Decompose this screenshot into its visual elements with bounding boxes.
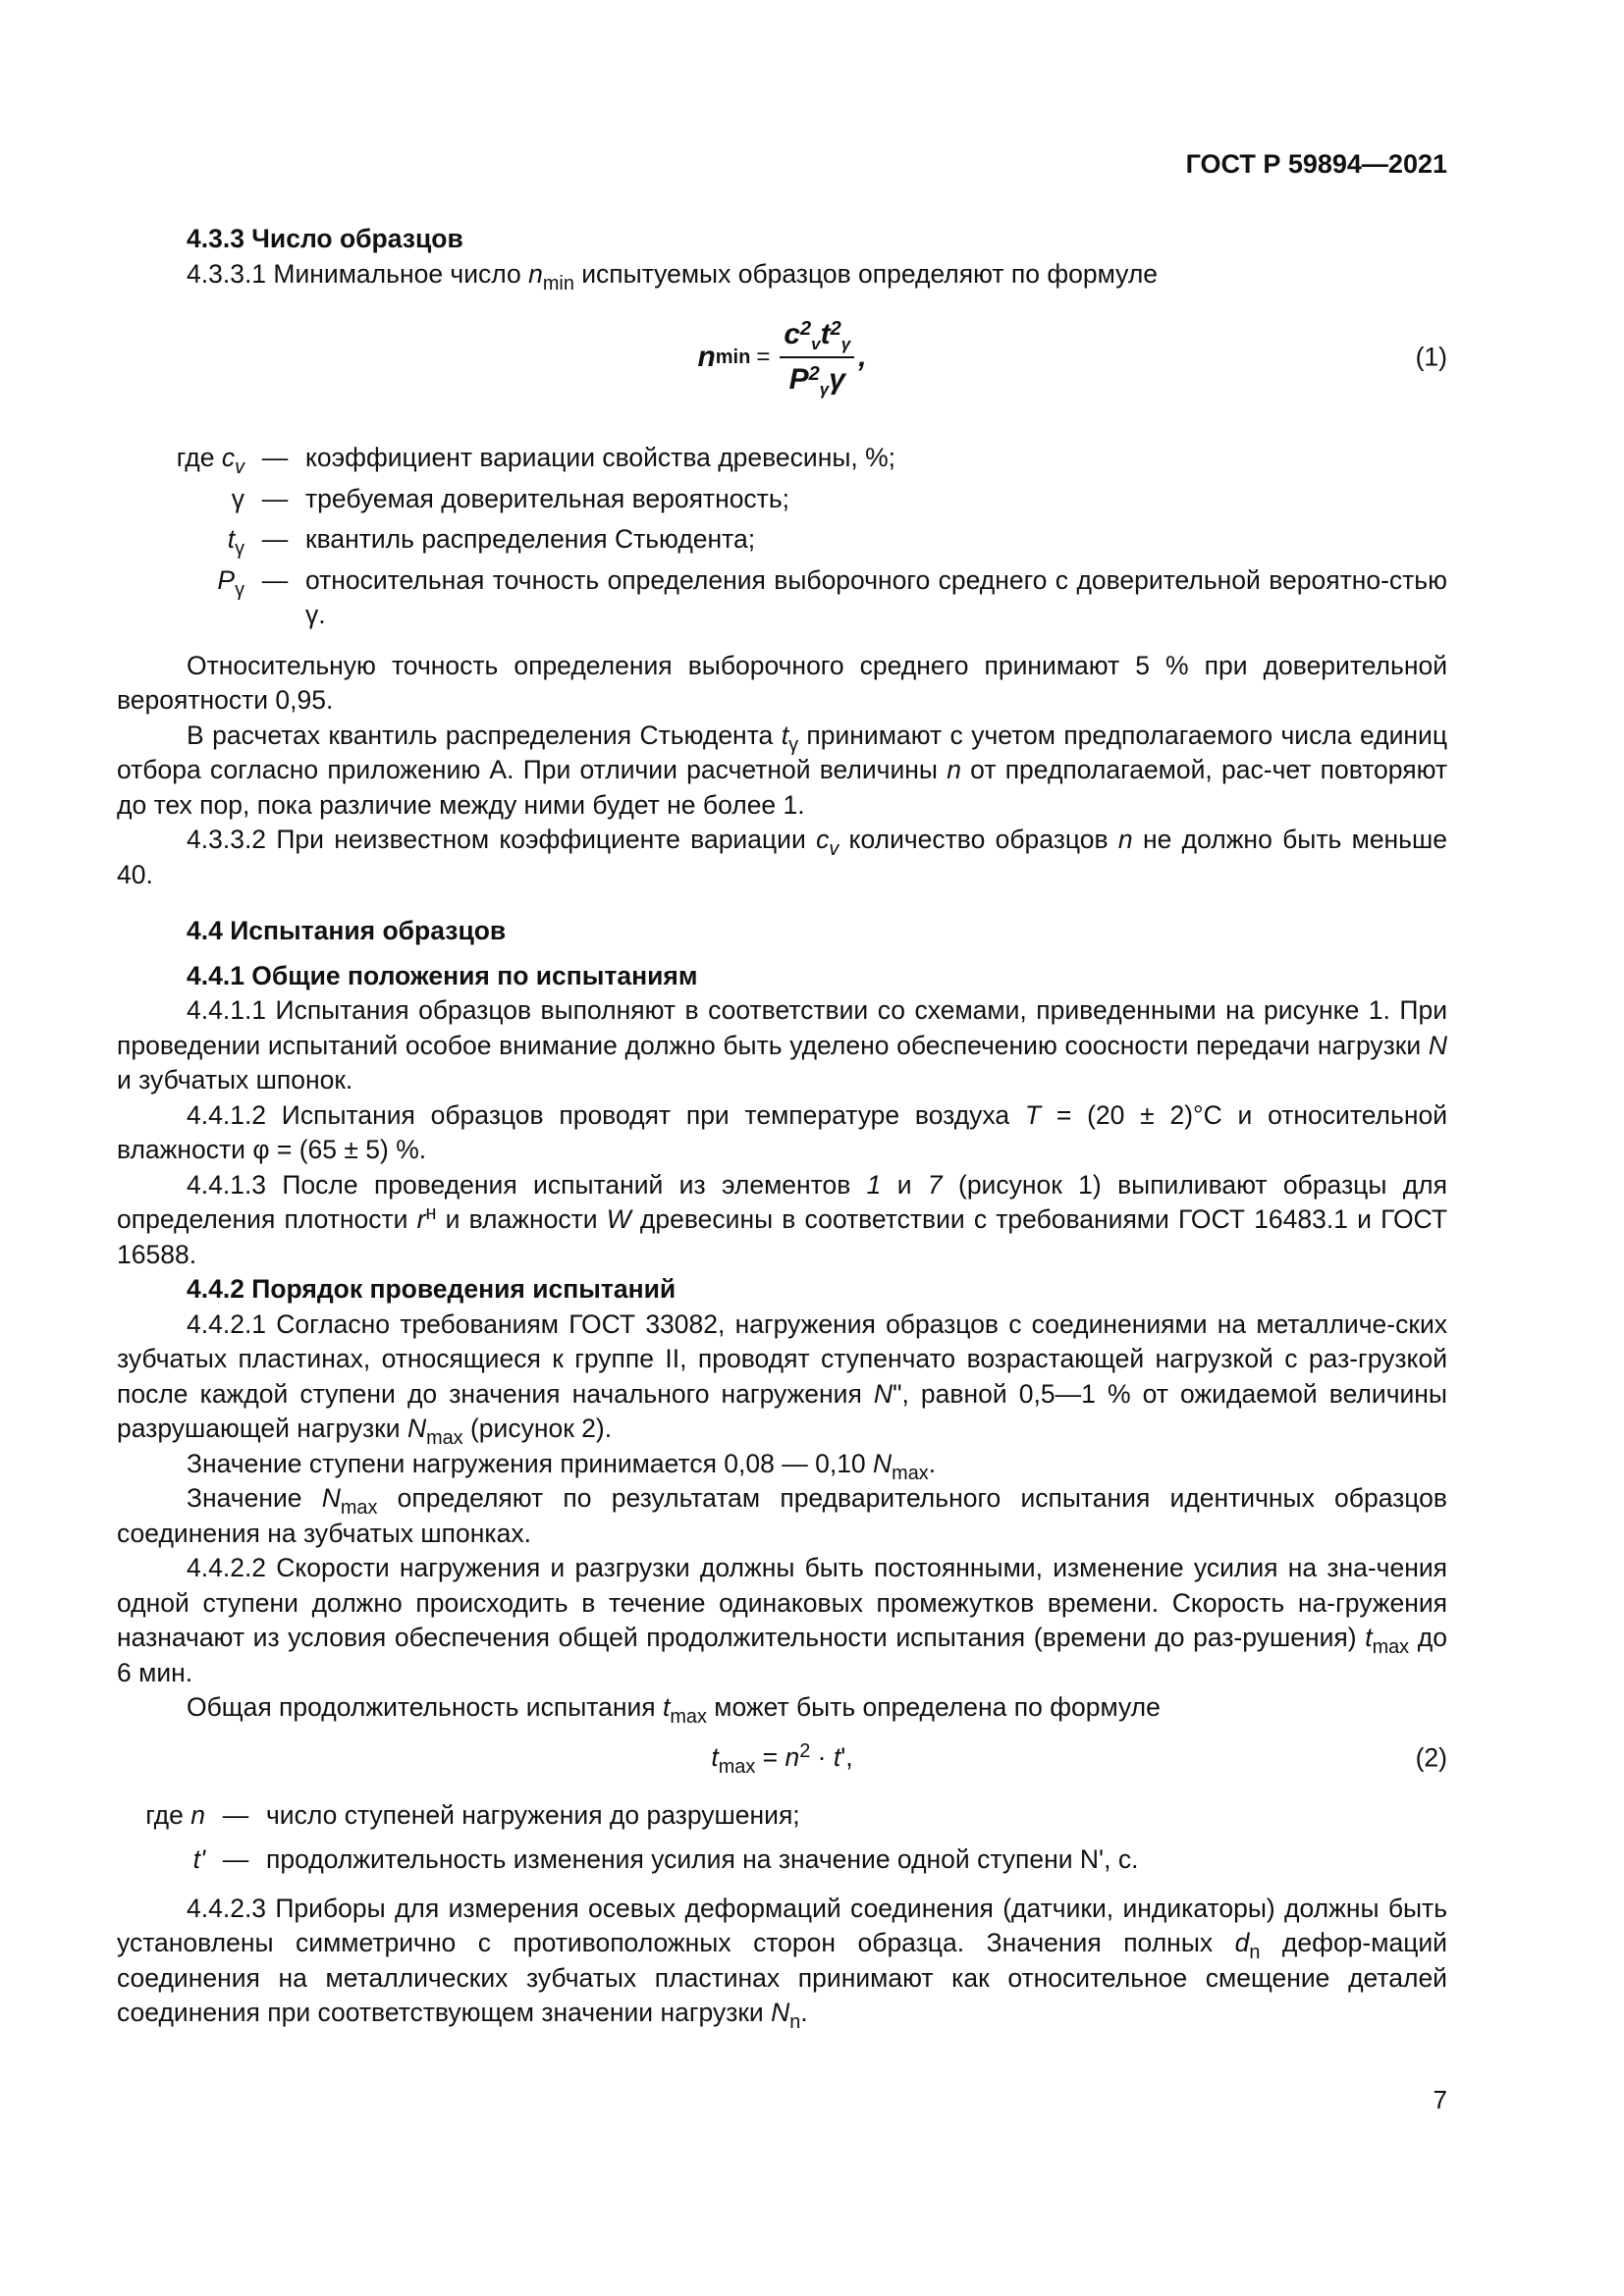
formula-1-expression: n min = $\frac{c^2_vt^2_\gamma}{P^2_\gamma\gamma}$ ,	[697, 315, 866, 400]
paragraph-nmax: Значение $N_{max}$ определяют по результатам предварительного испытания идентичных образцов соединения на зубчатых шпонках.	[117, 1483, 1447, 1548]
page-number: 7	[1433, 2085, 1447, 2114]
formula-1-legend	[117, 441, 1447, 633]
standard-designation: ГОСТ Р 59894—2021	[1185, 149, 1447, 179]
legend-row-n: где n — число ступеней нагружения до разрушения;	[145, 1799, 800, 1830]
formula-2-number: (2)	[1415, 1741, 1447, 1772]
section-heading-4-4: 4.4 Испытания образцов	[187, 916, 507, 945]
formula-2-legend	[117, 1798, 1447, 1878]
legend-row-gamma: γ — требуемая доверительная вероятность;	[231, 483, 789, 513]
paragraph-4-4-2-2: 4.4.2.2 Скорости нагружения и разгрузки должны быть постоянными, изменение усилия на зна-чения одной ступени должно происходить в течение одинаковых промежутков времени. Скорость на-гружения назначают из условия обеспечения общей продолжительности испытания (времени до раз-рушения) $t_{max}$ до 6 мин.	[117, 1553, 1447, 1687]
formula-1-fraction	[780, 315, 854, 400]
paragraph-4-4-1-3: 4.4.1.3 После проведения испытаний из элементов 1 и 7 (рисунок 1) выпиливают образцы для определения плотности $r^н$ и влажности W древесины в соответствии с требованиями ГОСТ 16483.1 и ГОСТ 16588.	[117, 1169, 1448, 1269]
legend-row-tprime: t' — продолжительность изменения усилия на значение одной ступени N', с.	[192, 1844, 1139, 1874]
legend-row-cv: где $c_v$ — коэффициент вариации свойства древесины, %;	[176, 443, 896, 478]
paragraph-4-4-1-1: 4.4.1.1 Испытания образцов выполняют в соответствии со схемами, приведенными на рисунке 1. При проведении испытаний особое внимание должно быть уделено обеспечению соосности передачи нагрузки N и зубчатых шпонок.	[117, 995, 1447, 1095]
paragraph-4-3-3-1: 4.3.3.1 Минимальное число $n_{min}$ испытуемых образцов определяют по формуле	[187, 258, 1159, 294]
formula-1-denominator: $P^2_\gamma\gamma$	[788, 363, 845, 399]
paragraph-4-3-3-2: 4.3.3.2 При неизвестном коэффициенте вариации $c_v$ количество образцов n не должно быть меньше 40.	[117, 825, 1447, 889]
formula-1-number: (1)	[1415, 342, 1447, 372]
paragraph-step-value: Значение ступени нагружения принимается 0,08 — 0,10 $N_{max}$.	[187, 1448, 937, 1484]
paragraph-quantile: В расчетах квантиль распределения Стьюдента $t_\gamma$ принимают с учетом предполагаемого числа единиц отбора согласно приложению А. При отличии расчетной величины n от предполагаемой, рас-чет повторяют до тех пор, пока различие между ними будет не более 1.	[117, 720, 1447, 820]
section-heading-4-3-3: 4.3.3 Число образцов	[187, 224, 463, 253]
formula-2-expression: $t_{max} = n^2 \cdot t'$,	[711, 1739, 853, 1778]
formula-1	[117, 294, 1447, 421]
section-heading-4-4-2: 4.4.2 Порядок проведения испытаний	[187, 1274, 677, 1304]
formula-1-numerator: $c^2_vt^2_\gamma$	[780, 315, 854, 358]
legend-row-p: $P_\gamma$ — относительная точность определения выборочного среднего с доверительной вероятно-стью γ.	[217, 564, 1447, 629]
paragraph-duration: Общая продолжительность испытания $t_{max}$ может быть определена по формуле	[187, 1692, 1161, 1728]
section-heading-4-4-1: 4.4.1 Общие положения по испытаниям	[187, 960, 698, 990]
formula-2	[117, 1726, 1447, 1790]
page-body	[117, 222, 1447, 2031]
paragraph-4-4-1-2: 4.4.1.2 Испытания образцов проводят при температуре воздуха T = (20 ± 2)°С и относительной влажности φ = (65 ± 5) %.	[117, 1099, 1447, 1164]
paragraph-4-4-2-1: 4.4.2.1 Согласно требованиям ГОСТ 33082, нагружения образцов с соединениями на металличе-ских зубчатых пластинах, относящиеся к группе II, проводят ступенчато возрастающей нагрузкой с раз-грузкой после каждой ступени до значения начального нагружения N", равной 0,5—1 % от ожидаемой величины разрушающей нагрузки $N_{max}$ (рисунок 2).	[117, 1308, 1447, 1449]
legend-row-t: $t_\gamma$ — квантиль распределения Стьюдента;	[227, 524, 756, 560]
paragraph-4-4-2-3: 4.4.2.3 Приборы для измерения осевых деформаций соединения (датчики, индикаторы) должны быть установлены симметрично с противоположных сторон образца. Значения полных $d_n$ дефор-маций соединения на металлических зубчатых пластинах принимают как относительное смещение деталей соединения при соответствующем значении нагрузки $N_n$.	[117, 1893, 1447, 2033]
paragraph-accuracy: Относительную точность определения выборочного среднего принимают 5 % при доверительной вероятности 0,95.	[117, 650, 1447, 715]
